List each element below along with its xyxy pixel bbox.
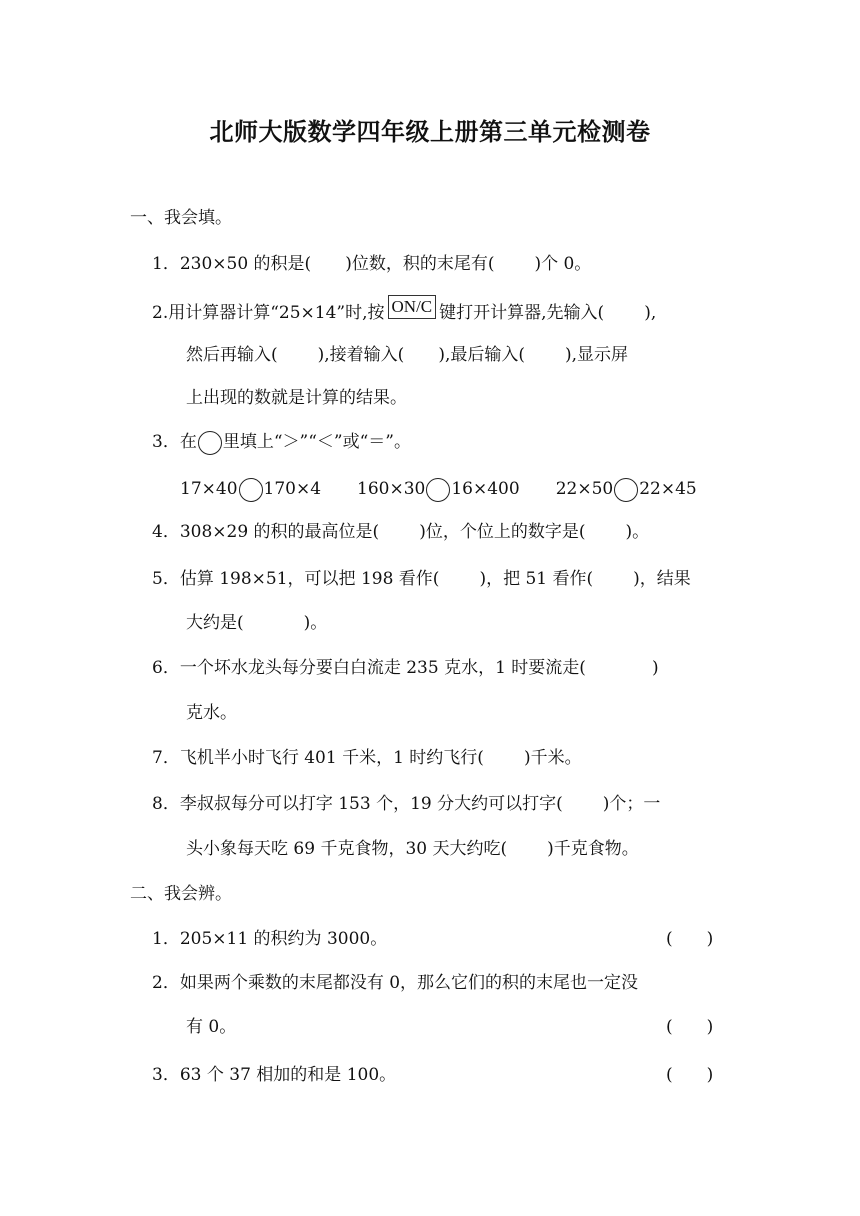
question-8 — [152, 792, 660, 816]
question-5 — [152, 567, 691, 591]
section-heading-fill: 一、我会填。 — [130, 208, 232, 228]
q1-text-a: 1．230×50 的积是( — [152, 254, 312, 274]
q5-l2b: )。 — [303, 613, 328, 633]
q5-text-c: )，结果 — [633, 569, 691, 589]
question-1 — [152, 252, 591, 276]
expr-3-right: 22×45 — [639, 479, 697, 499]
judge-2-text: 2．如果两个乘数的末尾都没有 0，那么它们的积的末尾也一定没 — [152, 973, 639, 993]
expr-2-right: 16×400 — [451, 479, 520, 499]
expr-3-left: 22×50 — [555, 479, 614, 499]
q3-text-a: 3．在 — [152, 432, 197, 452]
q8-text-a: 8．李叔叔每分可以打字 153 个，19 分大约可以打字( — [152, 794, 563, 814]
q2-text-c: ), — [644, 303, 657, 323]
bracket-close: ) — [706, 1017, 714, 1037]
q1-text-b: )位数，积的末尾有( — [345, 254, 495, 274]
compare-circle[interactable] — [239, 478, 263, 502]
compare-circle — [198, 431, 222, 455]
judge-3-text: 3．63 个 37 相加的和是 100。 — [152, 1065, 397, 1085]
q3-text-b: 里填上“＞”“＜”或“＝”。 — [222, 432, 411, 452]
q4-text-c: )。 — [625, 522, 650, 542]
q2-text-b: 键打开计算器,先输入( — [439, 303, 605, 323]
question-3 — [152, 430, 411, 455]
bracket-open: ( — [666, 1017, 673, 1037]
q4-text-a: 4．308×29 的积的最高位是( — [152, 522, 380, 542]
compare-circle[interactable] — [614, 478, 638, 502]
question-7 — [152, 746, 582, 770]
q5-text-b: )，把 51 看作( — [479, 569, 594, 589]
question-6-line-2: 克水。 — [186, 703, 237, 723]
expr-2-left: 160×30 — [357, 479, 426, 499]
q2-text-a: 2.用计算器计算“25×14”时,按 — [152, 303, 385, 323]
q7-text-b: )千米。 — [523, 748, 582, 768]
q2-l2d: ),显示屏 — [564, 345, 629, 365]
q5-l2a: 大约是( — [186, 613, 244, 633]
page-title: 北师大版数学四年级上册第三单元检测卷 — [209, 118, 651, 146]
question-2-line-3: 上出现的数就是计算的结果。 — [186, 388, 407, 408]
q1-text-c: )个 0。 — [534, 254, 592, 274]
q2-l2c: ),最后输入( — [438, 345, 525, 365]
q5-text-a: 5．估算 198×51，可以把 198 看作( — [152, 569, 440, 589]
bracket-open: ( — [666, 929, 673, 949]
judge-1-text: 1．205×11 的积约为 3000。 — [152, 929, 388, 949]
compare-circle[interactable] — [426, 478, 450, 502]
q8-l2b: )千克食物。 — [547, 839, 639, 859]
question-8-line-2 — [186, 837, 639, 861]
q8-l2a: 头小象每天吃 69 千克食物，30 天大约吃( — [186, 839, 508, 859]
judge-1-bracket[interactable] — [666, 927, 713, 951]
judge-2-line-2: 有 0。 — [186, 1017, 237, 1037]
q2-l2a: 然后再输入( — [186, 345, 278, 365]
calculator-key-on-c: ON/C — [388, 295, 437, 319]
judge-3-bracket[interactable] — [666, 1063, 713, 1087]
question-4 — [152, 520, 649, 544]
bracket-close: ) — [706, 1065, 714, 1085]
section-heading-judge: 二、我会辨。 — [130, 884, 232, 904]
expr-1-right: 170×4 — [263, 479, 322, 499]
q6-text-a: 6．一个坏水龙头每分要白白流走 235 克水，1 时要流走( — [152, 658, 586, 678]
question-5-line-2 — [186, 611, 327, 635]
expr-1-left: 17×40 — [180, 479, 238, 499]
judge-2-bracket[interactable] — [666, 1015, 713, 1039]
q2-l2b: ),接着输入( — [317, 345, 405, 365]
question-2 — [152, 297, 657, 325]
question-2-line-2 — [186, 343, 628, 367]
question-6 — [152, 656, 659, 680]
q4-text-b: )位，个位上的数字是( — [419, 522, 586, 542]
q7-text-a: 7．飞机半小时飞行 401 千米，1 时约飞行( — [152, 748, 484, 768]
bracket-close: ) — [706, 929, 714, 949]
question-3-expressions — [180, 477, 697, 502]
bracket-open: ( — [666, 1065, 673, 1085]
q8-text-b: )个；一 — [602, 794, 661, 814]
q6-text-b: ) — [651, 658, 659, 678]
